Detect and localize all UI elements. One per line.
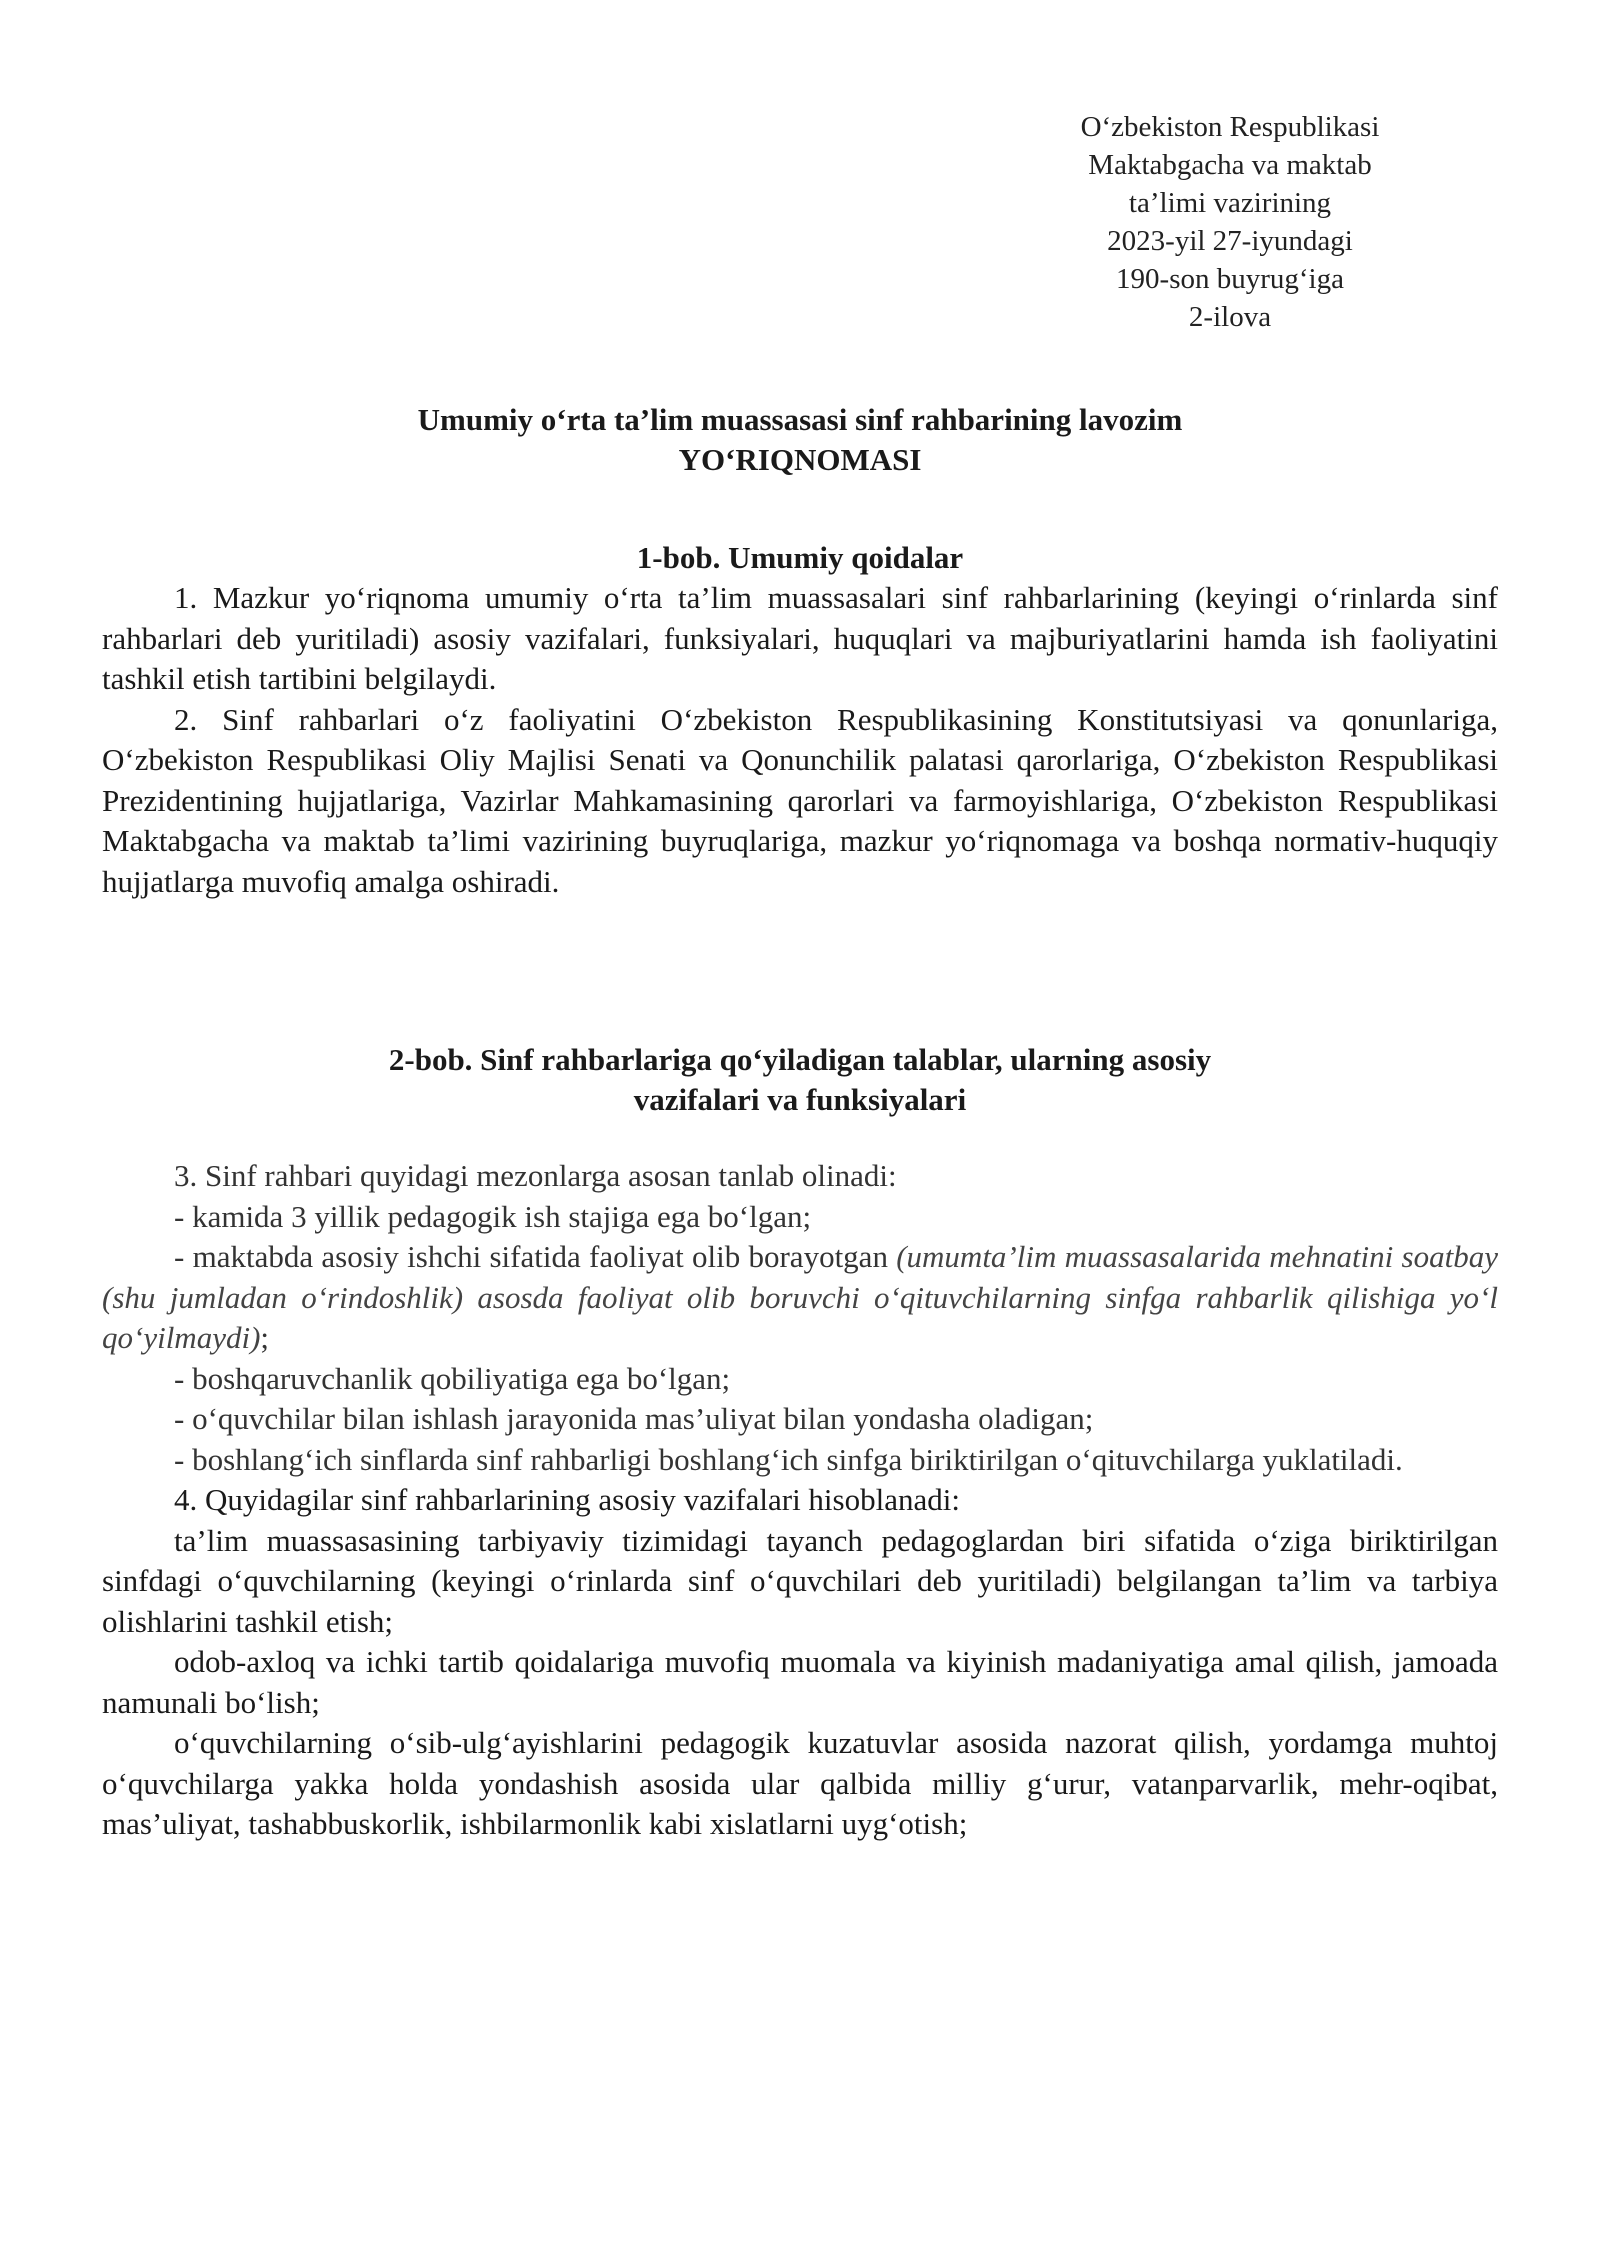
criterion-note: (umumta’lim muassasalarida mehnatini soatbay (shu jumladan o‘rindoshlik) asosda faoliyat olib boruvchi o‘qituvchilarning sinfga rahbarlik qilishiga yo‘l qo‘yilmaydi) bbox=[102, 1239, 1498, 1355]
duty-item: ta’lim muassasasining tarbiyaviy tizimidagi tayanch pedagoglardan biri sifatida o‘ziga biriktirilgan sinfdagi o‘quvchilarning (keyingi o‘rinlarda sinf o‘quvchilari deb yuritiladi) belgilangan ta’lim va tarbiya olishlarini tashkil etish; bbox=[102, 1522, 1498, 1639]
duty-item: o‘quvchilarning o‘sib-ulg‘ayishlarini pedagogik kuzatuvlar asosida nazorat qilish, yordamga muhtoj o‘quvchilarga yakka holda yondashish asosida ular qalbida milliy g‘urur, vatanparvarlik, mehr-oqibat, mas’uliyat, tashabbuskorlik, ishbilarmonlik kabi xislatlarni uyg‘otish; bbox=[102, 1725, 1498, 1841]
chapter-2 bbox=[102, 1040, 1498, 1845]
chapter-heading: 1-bob. Umumiy qoidalar bbox=[636, 540, 964, 575]
criterion-item: - o‘quvchilar bilan ishlash jarayonida mas’uliyat bilan yondasha oladigan; bbox=[174, 1401, 1094, 1436]
approval-line: ta’limi vazirining bbox=[1128, 187, 1332, 219]
chapter-1 bbox=[102, 538, 1498, 902]
duty-item: odob-axloq va ichki tartib qoidalariga muvofiq muomala va kiyinish madaniyatiga amal qilish, jamoada namunali bo‘lish; bbox=[102, 1644, 1498, 1720]
criterion-item: - boshqaruvchanlik qobiliyatiga ega bo‘lgan; bbox=[174, 1360, 731, 1396]
criterion-item: - kamida 3 yillik pedagogik ish stajiga ega bo‘lgan; bbox=[174, 1198, 812, 1234]
approval-line: O‘zbekiston Respublikasi bbox=[1080, 111, 1380, 143]
document-title-line: YO‘RIQNOMASI bbox=[678, 442, 922, 477]
approval-stamp-block bbox=[1040, 108, 1420, 336]
criterion-end: ; bbox=[260, 1320, 270, 1355]
document-title bbox=[102, 400, 1498, 480]
clause-4: 4. Quyidagilar sinf rahbarlarining asosiy vazifalari hisoblanadi: bbox=[174, 1482, 960, 1517]
approval-appendix-number: 2-ilova bbox=[1188, 301, 1272, 333]
approval-order-number: 190-son buyrug‘iga bbox=[1116, 263, 1344, 295]
criterion-item bbox=[102, 1237, 1498, 1359]
chapter-heading-line: 2-bob. Sinf rahbarlariga qo‘yiladigan talablar, ularning asosiy bbox=[388, 1042, 1212, 1077]
document-title-line: Umumiy o‘rta ta’lim muassasasi sinf rahbarining lavozim bbox=[417, 402, 1183, 437]
approval-line: Maktabgacha va maktab bbox=[1088, 149, 1372, 181]
clause-3: 3. Sinf rahbari quyidagi mezonlarga asosan tanlab olinadi: bbox=[174, 1158, 897, 1193]
clause-1: 1. Mazkur yo‘riqnoma umumiy o‘rta ta’lim muassasalari sinf rahbarlarining (keyingi o‘rinlarda sinf rahbarlari deb yuritiladi) asosiy vazifalari, funksiyalari, huquqlari va majburiyatlarini hamda ish faoliyatini tashkil etish tartibini belgilaydi. bbox=[102, 580, 1498, 696]
chapter-heading-line: vazifalari va funksiyalari bbox=[633, 1082, 967, 1117]
criterion-item: - boshlang‘ich sinflarda sinf rahbarligi boshlang‘ich sinfga biriktirilgan o‘qituvchilarga yuklatiladi. bbox=[174, 1441, 1403, 1477]
approval-date: 2023-yil 27-iyundagi bbox=[1107, 225, 1353, 257]
clause-2: 2. Sinf rahbarlari o‘z faoliyatini O‘zbekiston Respublikasining Konstitutsiyasi va qonunlariga, O‘zbekiston Respublikasi Oliy Majlisi Senati va Qonunchilik palatasi qarorlariga, O‘zbekiston Respublikasi Prezidentining hujjatlariga, Vazirlar Mahkamasining qarorlari va farmoyishlariga, O‘zbekiston Respublikasi Maktabgacha va maktab ta’limi vazirining buyruqlariga, mazkur yo‘riqnomaga va boshqa normativ-huquqiy hujjatlarga muvofiq amalga oshiradi. bbox=[102, 701, 1498, 899]
criterion-text: - maktabda asosiy ishchi sifatida faoliyat olib borayotgan bbox=[174, 1239, 897, 1274]
chapter-heading bbox=[102, 1040, 1498, 1120]
